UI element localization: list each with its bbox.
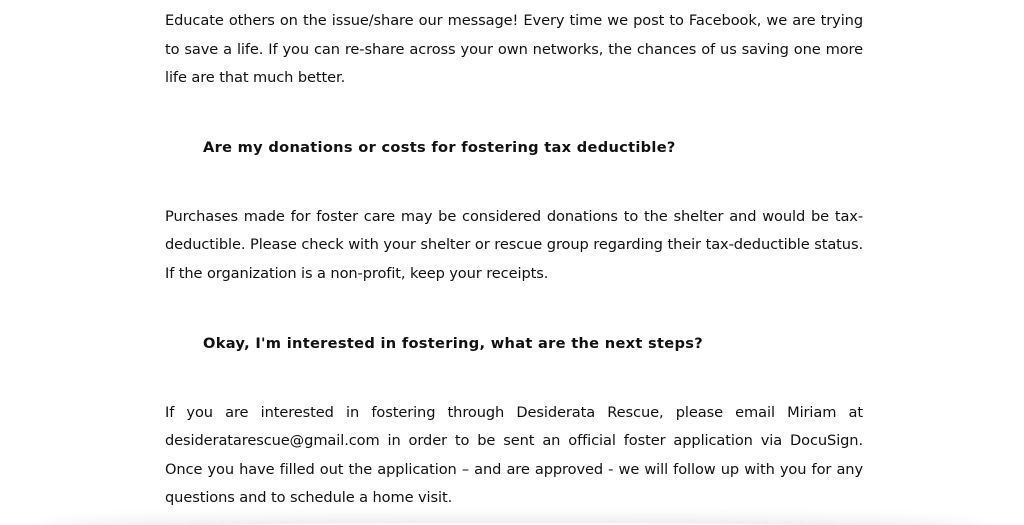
spacer xyxy=(165,358,863,399)
spacer xyxy=(165,162,863,203)
spacer xyxy=(165,93,863,134)
document-body xyxy=(165,7,863,513)
spacer xyxy=(165,289,863,330)
faq-answer-next-steps: If you are interested in fostering through Desiderata Rescue, please email Miriam at desideratarescue@gmail.com in order to be sent an official foster application via DocuSign. Once you have filled out the application – and are approved - we will follow up with you for any questions and to schedule a home visit. xyxy=(165,403,863,507)
intro-paragraph: Educate others on the issue/share our message! Every time we post to Facebook, we are trying to save a life. If you can re-share across your own networks, the chances of us saving one more life are that much better. xyxy=(165,12,863,87)
faq-answer-tax-deductible: Purchases made for foster care may be considered donations to the shelter and would be tax-deductible. Please check with your shelter or rescue group regarding their tax-deductible status. If the organization is a non-profit, keep your receipts. xyxy=(165,207,863,282)
faq-question-next-steps: Okay, I'm interested in fostering, what are the next steps? xyxy=(203,334,703,352)
faq-question-tax-deductible: Are my donations or costs for fostering tax deductible? xyxy=(203,138,676,156)
